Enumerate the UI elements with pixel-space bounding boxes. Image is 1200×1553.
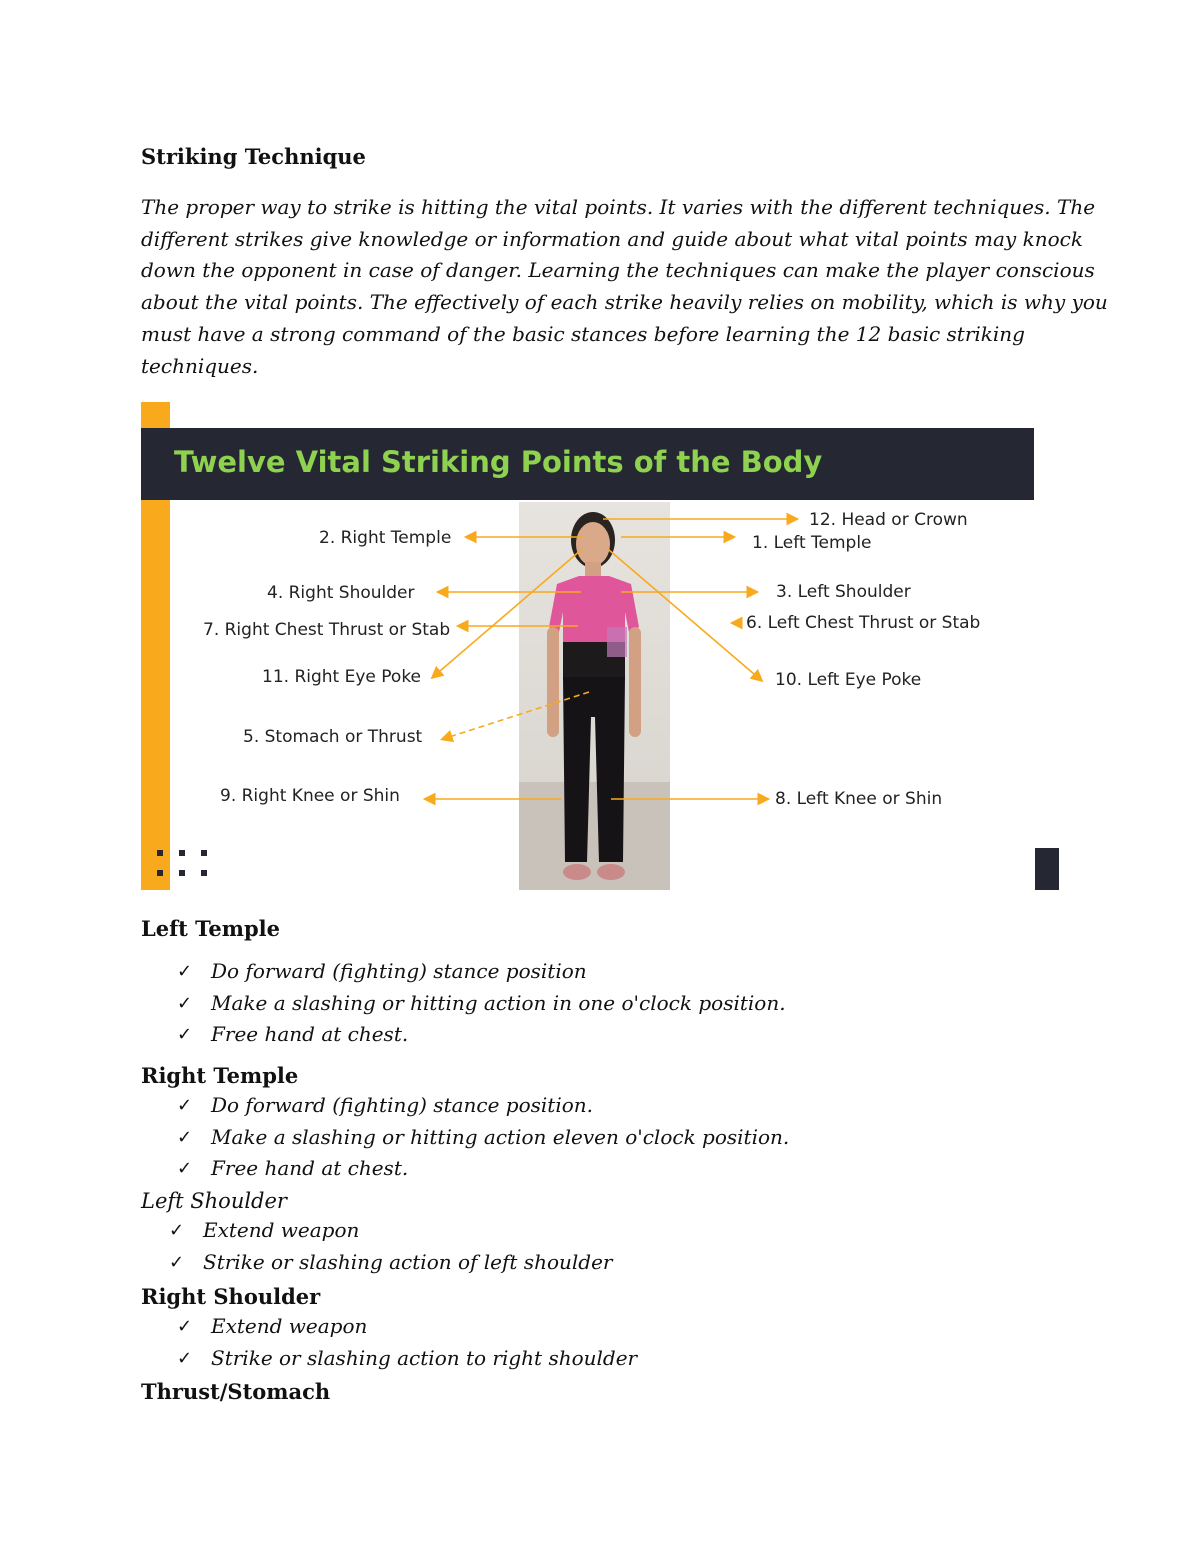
label-right-knee: 9. Right Knee or Shin: [220, 786, 400, 806]
list-item: ✓ Free hand at chest.: [141, 1019, 786, 1051]
label-head-crown: 12. Head or Crown: [809, 510, 968, 530]
check-icon: ✓: [177, 1024, 193, 1045]
check-icon: ✓: [177, 1095, 193, 1116]
section-heading: Right Temple: [141, 1063, 299, 1088]
section-heading: Thrust/Stomach: [141, 1379, 331, 1404]
list-item: ✓ Do forward (fighting) stance position: [141, 956, 786, 988]
section-right-shoulder: [141, 1284, 637, 1374]
intro-line: different strikes give knowledge or information and guide about what vital points may knock: [141, 226, 1083, 251]
list-item: ✓ Extend weapon: [141, 1311, 637, 1343]
section-heading: Right Shoulder: [141, 1284, 321, 1309]
section-title: Striking Technique: [141, 144, 366, 169]
section-left-shoulder: [141, 1189, 612, 1278]
arrow-lines: [141, 402, 1061, 890]
intro-line: must have a strong command of the basic stances before learning the 12 basic striking: [141, 321, 1025, 346]
section-heading: Left Temple: [141, 916, 280, 941]
vital-points-figure: [141, 402, 1061, 890]
intro-paragraph: [141, 192, 1108, 382]
check-icon: ✓: [177, 1316, 193, 1337]
section-thrust-stomach: [141, 1379, 330, 1404]
check-icon: ✓: [169, 1220, 185, 1241]
label-right-eye-poke: 11. Right Eye Poke: [262, 667, 422, 687]
list-item: ✓ Strike or slashing action of left shoulder: [141, 1247, 612, 1279]
intro-line: The proper way to strike is hitting the vital points. It varies with the different techniques. The: [141, 195, 1096, 219]
label-left-temple: 1. Left Temple: [752, 533, 872, 553]
section-left-temple: [141, 916, 786, 1051]
figure-title: Twelve Vital Striking Points of the Body: [174, 445, 823, 479]
label-right-chest: 7. Right Chest Thrust or Stab: [203, 620, 451, 640]
list-item: ✓ Make a slashing or hitting action eleven o'clock position.: [141, 1122, 789, 1154]
section-right-temple: [141, 1063, 789, 1185]
list-item: ✓ Free hand at chest.: [141, 1153, 789, 1185]
check-icon: ✓: [177, 1126, 193, 1148]
intro-line: techniques.: [141, 353, 259, 378]
label-stomach: 5. Stomach or Thrust: [243, 727, 423, 747]
label-right-temple: 2. Right Temple: [319, 528, 452, 548]
label-right-shoulder: 4. Right Shoulder: [267, 583, 415, 603]
list-item: ✓ Strike or slashing action to right shoulder: [141, 1343, 637, 1375]
intro-line: down the opponent in case of danger. Learning the techniques can make the player conscious: [141, 258, 1095, 283]
check-icon: ✓: [177, 1158, 193, 1179]
section-heading: Left Shoulder: [141, 1189, 287, 1213]
check-icon: ✓: [177, 1347, 193, 1369]
label-left-knee: 8. Left Knee or Shin: [775, 789, 943, 809]
list-item: ✓ Do forward (fighting) stance position.: [141, 1090, 789, 1122]
list-item: ✓ Make a slashing or hitting action in one o'clock position.: [141, 988, 786, 1020]
intro-line: about the vital points. The effectively of each strike heavily relies on mobility, which is why you: [141, 290, 1108, 315]
label-left-shoulder: 3. Left Shoulder: [776, 582, 911, 602]
label-left-eye-poke: 10. Left Eye Poke: [775, 670, 922, 690]
check-icon: ✓: [177, 992, 193, 1014]
check-icon: ✓: [177, 961, 193, 982]
check-icon: ✓: [169, 1251, 185, 1273]
list-item: ✓ Extend weapon: [141, 1215, 612, 1247]
label-left-chest: 6. Left Chest Thrust or Stab: [746, 613, 981, 633]
